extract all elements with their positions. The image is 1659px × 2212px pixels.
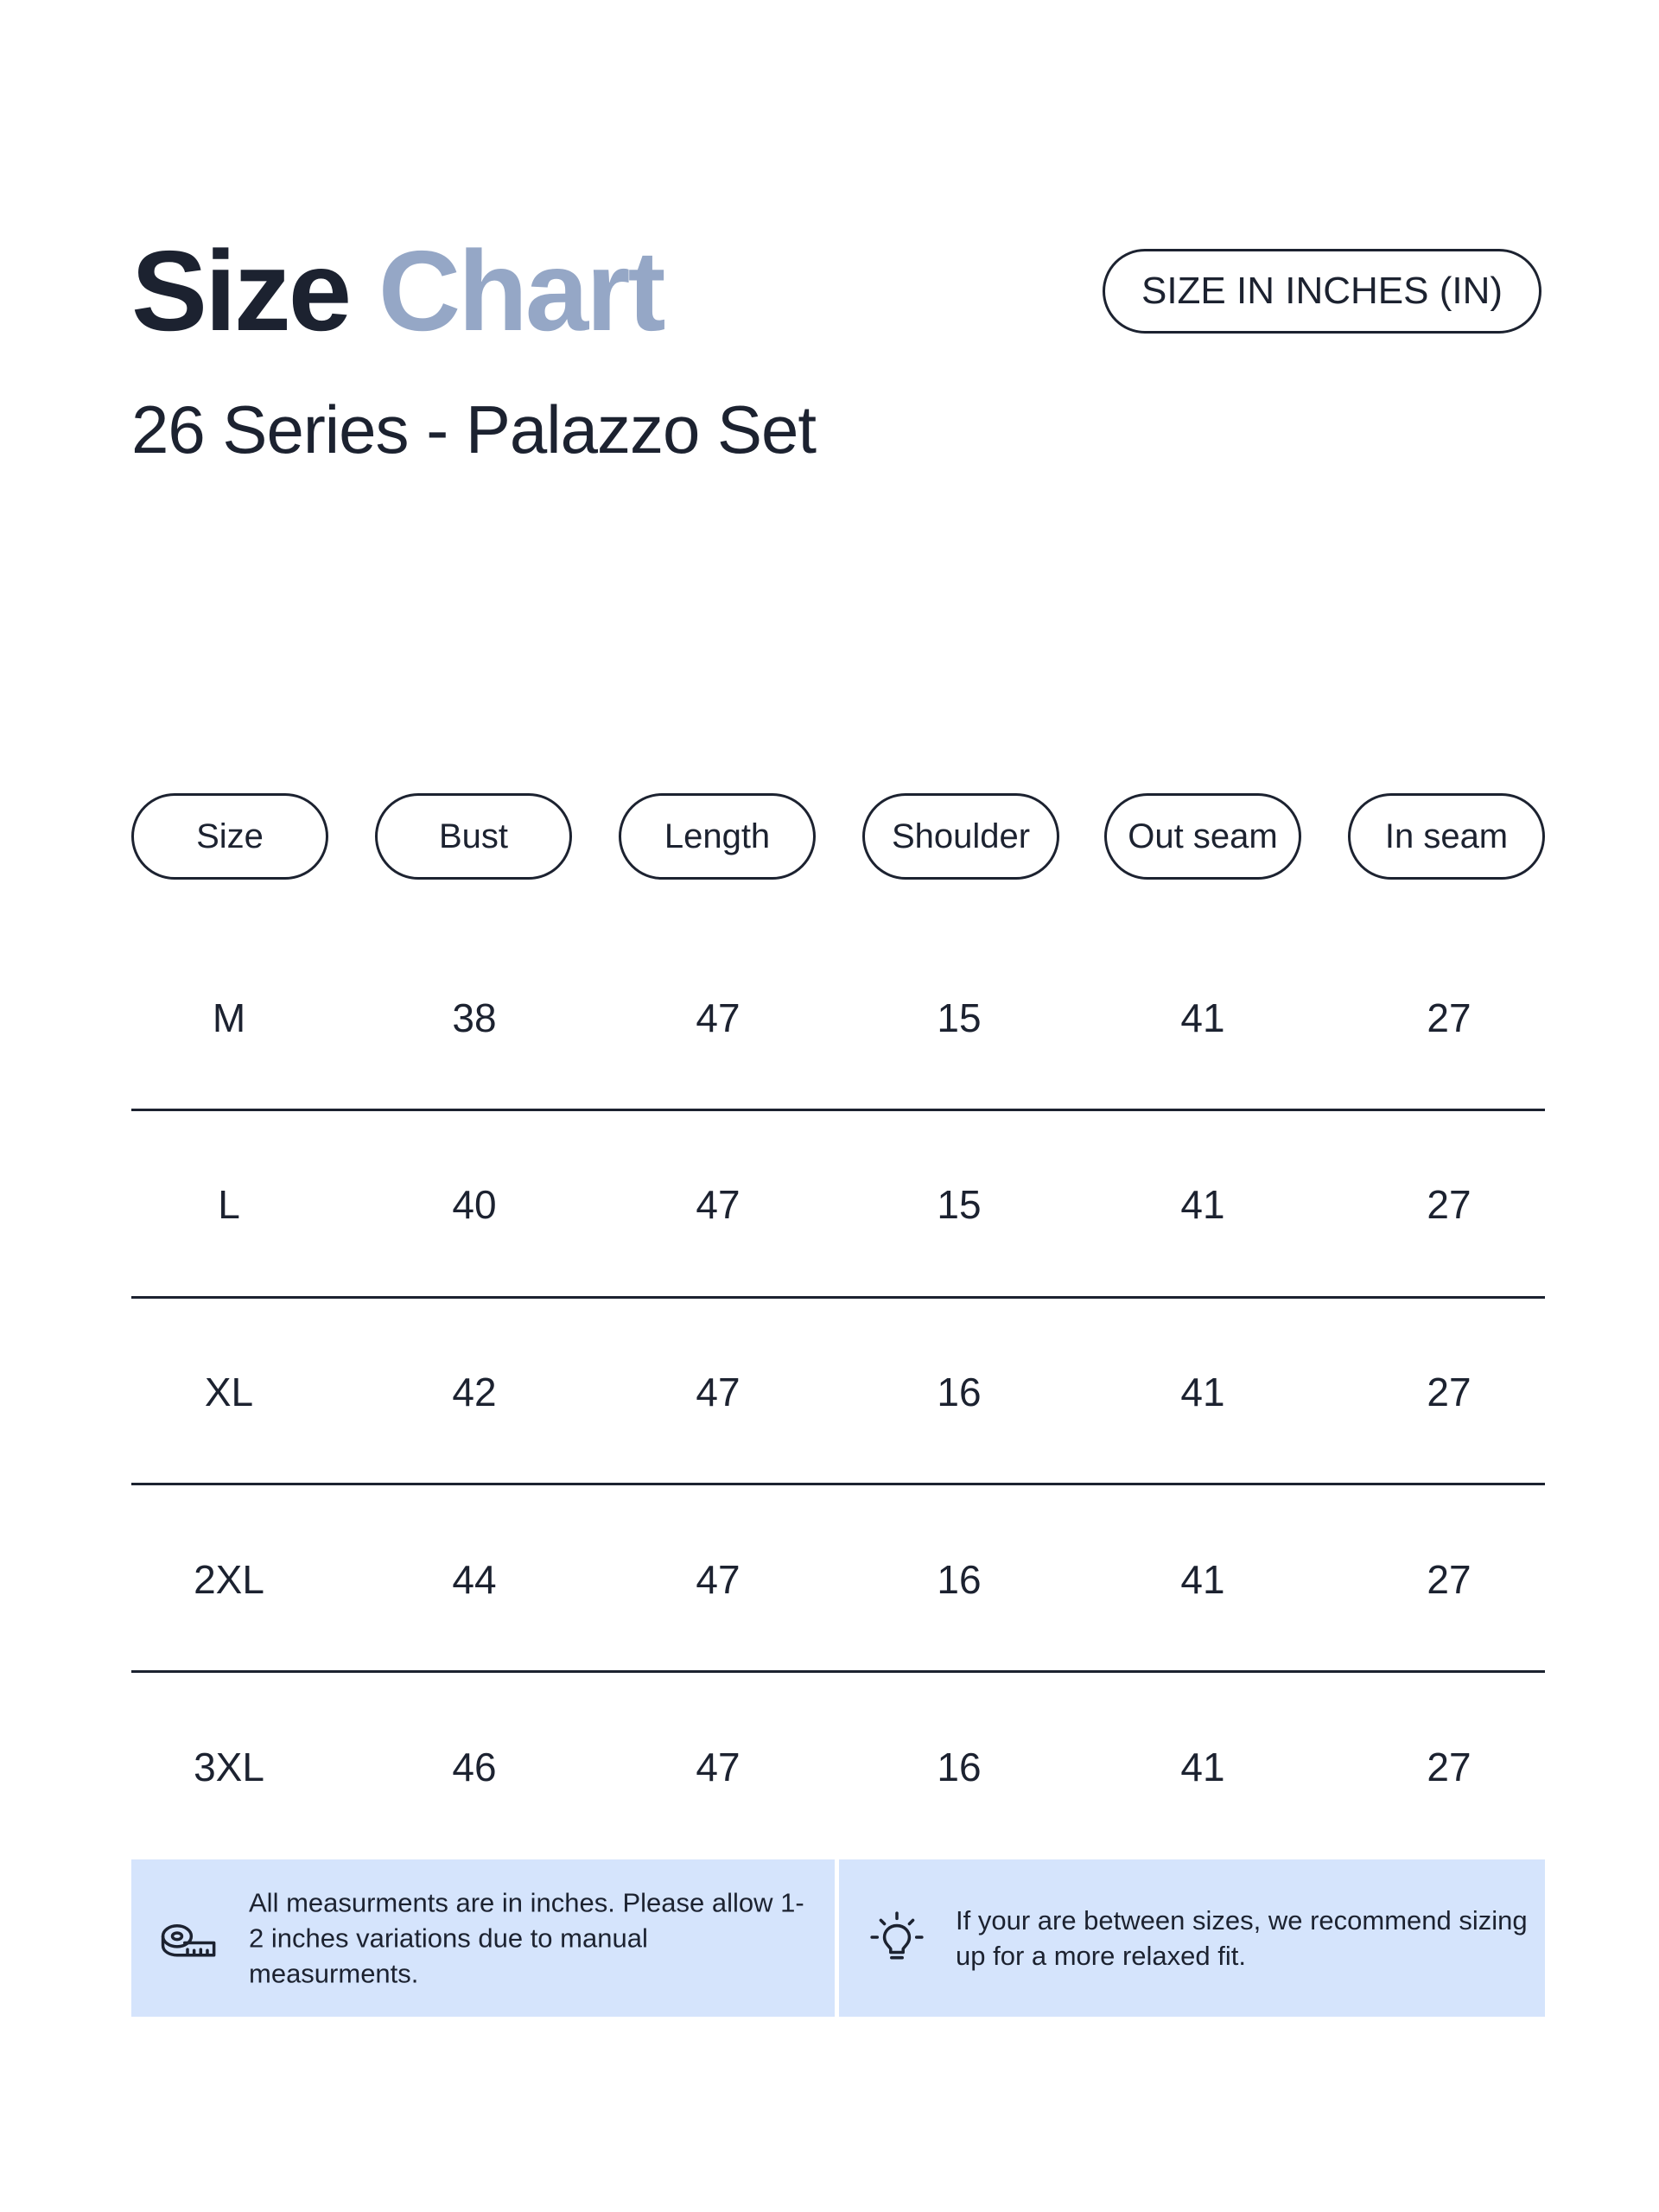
measurement-note-text: All measurments are in inches. Please allow 1-2 inches variations due to manual measurments.	[249, 1887, 804, 1989]
length-cell: 47	[696, 1182, 741, 1227]
column-header-bust: Bust	[375, 793, 572, 880]
shoulder-cell: 16	[937, 1370, 982, 1414]
in-seam-cell: 27	[1427, 995, 1471, 1040]
row-divider	[131, 1296, 1545, 1299]
size-cell: L	[218, 1182, 240, 1227]
title-word-size: Size	[131, 227, 350, 354]
bust-cell: 40	[452, 1182, 497, 1227]
shoulder-cell: 16	[937, 1557, 982, 1602]
out-seam-cell: 41	[1180, 1745, 1225, 1789]
unit-badge: SIZE IN INCHES (IN)	[1103, 249, 1541, 334]
row-divider	[131, 1109, 1545, 1111]
shoulder-cell: 16	[937, 1745, 982, 1789]
page-title	[131, 226, 664, 356]
table-row	[131, 1161, 1545, 1248]
table-row	[131, 975, 1545, 1061]
column-header-out-seam: Out seam	[1104, 793, 1301, 880]
length-cell: 47	[696, 1557, 741, 1602]
out-seam-cell: 41	[1180, 995, 1225, 1040]
bust-cell: 44	[452, 1557, 497, 1602]
column-header-length: Length	[619, 793, 816, 880]
table-row	[131, 1349, 1545, 1435]
in-seam-cell: 27	[1427, 1557, 1471, 1602]
measuring-tape-icon	[157, 1908, 218, 1968]
out-seam-cell: 41	[1180, 1182, 1225, 1227]
bust-cell: 46	[452, 1745, 497, 1789]
length-cell: 47	[696, 1370, 741, 1414]
shoulder-cell: 15	[937, 995, 982, 1040]
bust-cell: 38	[452, 995, 497, 1040]
size-cell: 3XL	[194, 1745, 264, 1789]
column-header-size: Size	[131, 793, 328, 880]
length-cell: 47	[696, 1745, 741, 1789]
out-seam-cell: 41	[1180, 1370, 1225, 1414]
row-divider	[131, 1670, 1545, 1673]
size-cell: XL	[204, 1370, 254, 1414]
row-divider	[131, 1483, 1545, 1485]
column-header-in-seam: In seam	[1348, 793, 1545, 880]
size-cell: 2XL	[194, 1557, 264, 1602]
sizing-tip-text: If your are between sizes, we recommend sizing up for a more relaxed fit.	[956, 1905, 1528, 1971]
lightbulb-icon	[868, 1910, 925, 1967]
title-word-chart: Chart	[378, 227, 664, 354]
table-row	[131, 1724, 1545, 1810]
product-subtitle: 26 Series - Palazzo Set	[131, 391, 817, 467]
shoulder-cell: 15	[937, 1182, 982, 1227]
length-cell: 47	[696, 995, 741, 1040]
column-header-shoulder: Shoulder	[862, 793, 1059, 880]
sizing-tip-note	[839, 1859, 1545, 2017]
in-seam-cell: 27	[1427, 1370, 1471, 1414]
measurement-note	[131, 1859, 835, 2017]
size-cell: M	[212, 995, 246, 1040]
table-row	[131, 1536, 1545, 1623]
out-seam-cell: 41	[1180, 1557, 1225, 1602]
bust-cell: 42	[452, 1370, 497, 1414]
in-seam-cell: 27	[1427, 1745, 1471, 1789]
in-seam-cell: 27	[1427, 1182, 1471, 1227]
